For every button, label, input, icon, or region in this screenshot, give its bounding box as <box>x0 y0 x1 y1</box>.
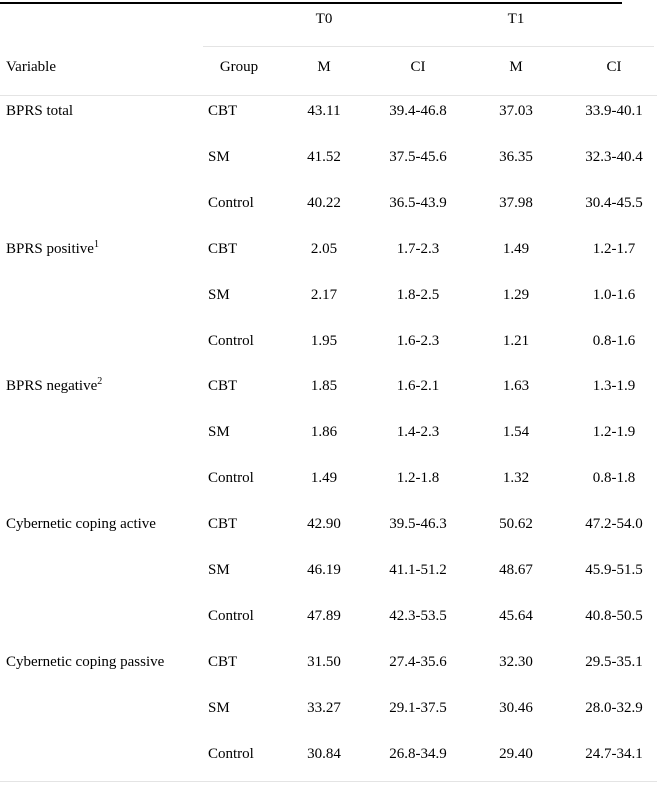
cell-t1-mean: 45.64 <box>499 608 533 624</box>
cell-group: CBT <box>208 654 238 670</box>
cell-t1-ci: 1.3-1.9 <box>592 378 636 394</box>
variable-label: BPRS positive <box>6 241 94 257</box>
header-t0-m: M <box>317 59 331 75</box>
header-t0-ci: CI <box>410 59 426 75</box>
variable-label: BPRS total <box>6 103 74 119</box>
cell-t1-mean: 1.63 <box>502 378 530 394</box>
cell-t1-ci: 0.8-1.8 <box>592 470 636 486</box>
variable-label: Cybernetic coping active <box>6 516 156 532</box>
cell-t0-ci: 27.4-35.6 <box>389 654 447 670</box>
cell-t1-mean: 48.67 <box>499 562 533 578</box>
cell-t1-mean: 1.29 <box>502 287 530 303</box>
header-variable: Variable <box>6 59 56 75</box>
footnote-marker: 2 <box>97 376 103 387</box>
cell-t0-mean: 47.89 <box>307 608 341 624</box>
header-bottom-rule <box>0 95 657 96</box>
cell-t1-ci: 47.2-54.0 <box>585 516 643 532</box>
cell-t1-ci: 45.9-51.5 <box>585 562 643 578</box>
cell-t0-mean: 30.84 <box>307 746 341 762</box>
cell-t0-ci: 41.1-51.2 <box>389 562 447 578</box>
header-group: Group <box>219 59 259 75</box>
cell-t1-ci: 29.5-35.1 <box>585 654 643 670</box>
cell-t0-mean: 46.19 <box>307 562 341 578</box>
cell-group: CBT <box>208 378 238 394</box>
cell-t0-mean: 31.50 <box>307 654 341 670</box>
cell-t1-mean: 37.98 <box>499 195 533 211</box>
cell-t1-ci: 1.0-1.6 <box>592 287 636 303</box>
cell-group: Control <box>208 470 254 486</box>
cell-t1-mean: 36.35 <box>499 149 533 165</box>
variable-label: BPRS negative <box>6 378 98 394</box>
cell-t1-ci: 1.2-1.7 <box>592 241 636 257</box>
cell-t1-mean: 1.32 <box>502 470 530 486</box>
cell-t0-ci: 42.3-53.5 <box>389 608 447 624</box>
cell-t0-ci: 37.5-45.6 <box>389 149 447 165</box>
cell-t0-ci: 1.7-2.3 <box>396 241 440 257</box>
cell-t0-ci: 1.4-2.3 <box>396 424 440 440</box>
table-bottom-rule <box>0 781 657 782</box>
cell-t1-mean: 1.54 <box>502 424 530 440</box>
header-t1-ci: CI <box>606 59 622 75</box>
cell-t1-ci: 0.8-1.6 <box>592 333 636 349</box>
cell-t1-ci: 1.2-1.9 <box>592 424 636 440</box>
cell-t0-mean: 2.17 <box>310 287 338 303</box>
cell-t1-mean: 50.62 <box>499 516 533 532</box>
cell-t0-mean: 41.52 <box>307 149 341 165</box>
cell-group: CBT <box>208 516 238 532</box>
cell-t1-ci: 30.4-45.5 <box>585 195 643 211</box>
cell-t1-mean: 1.49 <box>502 241 530 257</box>
cell-group: CBT <box>208 103 238 119</box>
cell-t0-ci: 39.4-46.8 <box>389 103 447 119</box>
cell-t1-mean: 1.21 <box>502 333 530 349</box>
header-t1-m: M <box>509 59 523 75</box>
cell-group: SM <box>208 700 230 716</box>
cell-t0-mean: 1.95 <box>310 333 338 349</box>
cell-t0-ci: 1.6-2.1 <box>396 378 440 394</box>
cell-t1-ci: 24.7-34.1 <box>585 746 643 762</box>
cell-t1-ci: 32.3-40.4 <box>585 149 643 165</box>
cell-group: SM <box>208 424 230 440</box>
cell-t0-mean: 33.27 <box>307 700 341 716</box>
cell-t1-ci: 40.8-50.5 <box>585 608 643 624</box>
cell-group: SM <box>208 287 230 303</box>
cell-variable <box>6 102 73 122</box>
header-t0: T0 <box>315 11 333 27</box>
cell-variable <box>6 653 164 673</box>
cell-t0-mean: 2.05 <box>310 241 338 257</box>
cell-t1-mean: 32.30 <box>499 654 533 670</box>
cell-t1-mean: 37.03 <box>499 103 533 119</box>
cell-t0-ci: 1.2-1.8 <box>396 470 440 486</box>
cell-t0-ci: 36.5-43.9 <box>389 195 447 211</box>
cell-t0-mean: 1.49 <box>310 470 338 486</box>
cell-variable <box>6 377 102 397</box>
cell-group: Control <box>208 195 254 211</box>
top-rule <box>0 2 622 4</box>
cell-group: SM <box>208 562 230 578</box>
cell-t0-ci: 39.5-46.3 <box>389 516 447 532</box>
header-t1: T1 <box>507 11 525 27</box>
cell-variable <box>6 240 99 260</box>
cell-t1-ci: 28.0-32.9 <box>585 700 643 716</box>
cell-t0-mean: 43.11 <box>307 103 341 119</box>
variable-label: Cybernetic coping passive <box>6 654 165 670</box>
cell-t0-mean: 42.90 <box>307 516 341 532</box>
footnote-marker: 1 <box>93 239 99 250</box>
cell-t0-ci: 29.1-37.5 <box>389 700 447 716</box>
cell-group: Control <box>208 746 254 762</box>
cell-t0-ci: 1.8-2.5 <box>396 287 440 303</box>
cell-t1-ci: 33.9-40.1 <box>585 103 643 119</box>
cell-group: SM <box>208 149 230 165</box>
cell-t1-mean: 29.40 <box>499 746 533 762</box>
cell-group: CBT <box>208 241 238 257</box>
header-subrule <box>203 46 654 47</box>
cell-t0-mean: 1.85 <box>310 378 338 394</box>
cell-t0-ci: 26.8-34.9 <box>389 746 447 762</box>
cell-variable <box>6 515 156 535</box>
cell-t0-ci: 1.6-2.3 <box>396 333 440 349</box>
cell-t0-mean: 40.22 <box>307 195 341 211</box>
cell-group: Control <box>208 608 254 624</box>
cell-t1-mean: 30.46 <box>499 700 533 716</box>
cell-group: Control <box>208 333 254 349</box>
cell-t0-mean: 1.86 <box>310 424 338 440</box>
